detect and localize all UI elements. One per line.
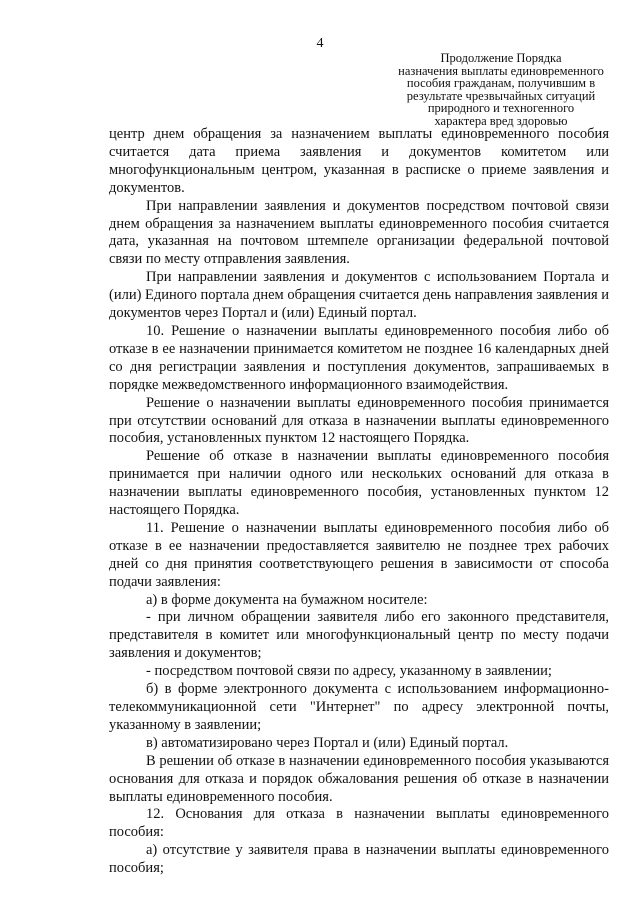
running-header-line: пособия гражданам, получившим в [406, 76, 596, 91]
list-item: а) отсутствие у заявителя права в назначении выплаты единовременного пособия; [109, 842, 609, 877]
running-header-line: характера вред здоровью [434, 113, 568, 128]
paragraph: Решение о назначении выплаты единовременного пособия принимается при отсутствии оснований для отказа в назначении выплаты единовременного пособия, установленных пунктом 12 настоящего Порядка. [109, 394, 609, 447]
list-item: - при личном обращении заявителя либо его законного представителя, представителя в комитет или многофункциональный центр по месту подачи заявления и документов; [109, 609, 609, 662]
document-body [109, 126, 609, 878]
list-item: б) в форме электронного документа с использованием информационно-телекоммуникационной сети "Интернет" по адресу электронной почты, указанному в заявлении; [109, 681, 609, 733]
running-header-line: результате чрезвычайных ситуаций [406, 88, 596, 103]
running-header [380, 52, 622, 128]
paragraph: При направлении заявления и документов посредством почтовой связи днем обращения за назначением выплаты единовременного пособия считается дата, указанная на почтовом штемпеле организации федеральной почтовой связи по месту отправления заявления. [109, 197, 609, 268]
list-item: - посредством почтовой связи по адресу, указанному в заявлении; [146, 663, 552, 680]
paragraph: Решение об отказе в назначении выплаты единовременного пособия принимается при наличии одного или нескольких оснований для отказа в назначении выплаты единовременного пособия, установленных пунктом 12 настоящего Порядка. [109, 448, 609, 519]
running-header-line: природного и техногенного [427, 101, 575, 116]
paragraph: В решении об отказе в назначении единовременного пособия указываются основания для отказа и порядок обжалования решения об отказе в назначении выплаты единовременного пособия. [109, 752, 609, 805]
paragraph: 11. Решение о назначении выплаты единовременного пособия либо об отказе в ее назначении предоставляется заявителю не позднее трех рабочих дней со дня принятия соответствующего решения в зависимости от способа подачи заявления: [109, 519, 609, 590]
paragraph: 10. Решение о назначении выплаты единовременного пособия либо об отказе в ее назначении принимается комитетом не позднее 16 календарных дней со дня регистрации заявления и поступления документов, запрашиваемых в порядке межведомственного информационного взаимодействия. [109, 322, 609, 393]
list-item: в) автоматизировано через Портал и (или) Единый портал. [146, 734, 509, 751]
list-item: а) в форме документа на бумажном носителе: [146, 591, 428, 608]
running-header-line: назначения выплаты единовременного [398, 63, 604, 78]
running-header-line: Продолжение Порядка [440, 51, 562, 65]
paragraph: 12. Основания для отказа в назначении выплаты единовременного пособия: [109, 806, 609, 841]
paragraph: центр днем обращения за назначением выплаты единовременного пособия считается дата приема заявления и документов комитетом или многофункциональным центром, указанная в расписке о приеме заявления и документов. [109, 126, 609, 196]
page-number: 4 [316, 36, 324, 51]
paragraph: При направлении заявления и документов с использованием Портала и (или) Единого портала днем обращения считается день направления заявления и документов через Портал и (или) Единый портал. [109, 269, 610, 322]
